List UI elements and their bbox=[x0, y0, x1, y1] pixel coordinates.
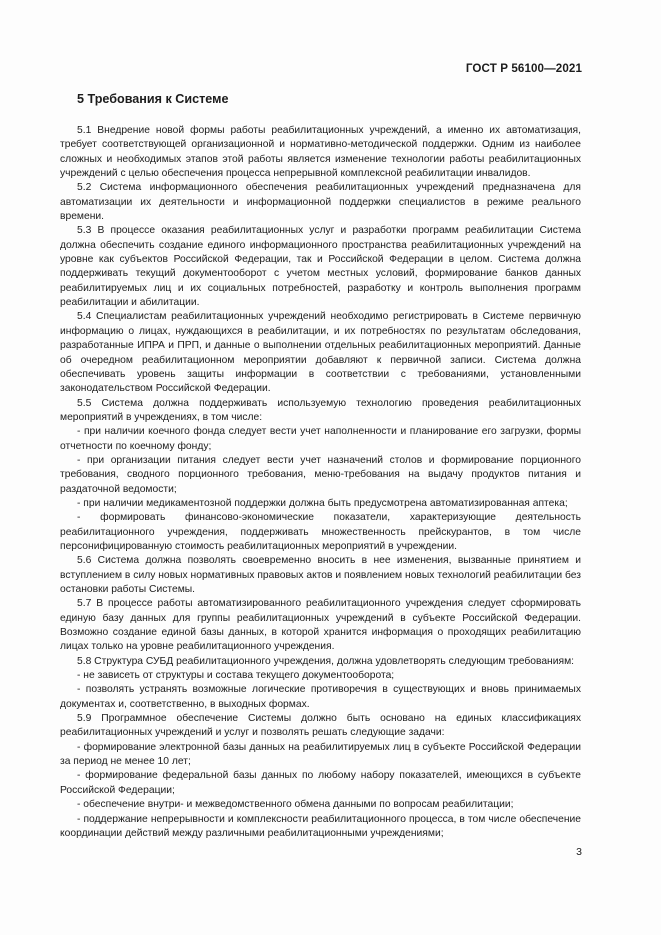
paragraph-5-5: 5.5 Система должна поддерживать используемую технологию проведения реабилитационных мероприятий в учреждениях, в том числе: bbox=[60, 397, 581, 423]
paragraph-5-4: 5.4 Специалистам реабилитационных учреждений необходимо регистрировать в Системе первичную информацию о лицах, нуждающихся в реабилитации, и их потребностях по результатам обследования, разработанные ИПРА и ПРП, и данные о выполнении отдельных реабилитационных мероприятий. Данные об очередном реабилитационном мероприятии добавляют к первичной записи. Система должна обеспечивать уровень защиты информации в соответствии с требованиями, установленными законодательством Российской Федерации. bbox=[60, 311, 581, 395]
paragraph-5-9: 5.9 Программное обеспечение Системы должно быть основано на единых классификациях реабилитационных учреждений и услуг и позволять решать следующие задачи: bbox=[60, 713, 581, 739]
list-item: - при наличии коечного фонда следует вести учет наполненности и планирование его загрузки, формы отчетности по коечному фонду; bbox=[60, 426, 581, 452]
list-item: - позволять устранять возможные логические противоречия в существующих и вновь принимаемых документах и, соответственно, в выходных формах. bbox=[60, 684, 581, 710]
list-item: - обеспечение внутри- и межведомственного обмена данными по вопросам реабилитации; bbox=[77, 799, 514, 811]
list-item: - при организации питания следует вести учет назначений столов и формирование порционного требования, сводного порционного требования, меню-требования на выдачу продуктов питания и раздаточной ведомости; bbox=[60, 454, 581, 495]
paragraph-5-2: 5.2 Система информационного обеспечения реабилитационных учреждений предназначена для автоматизации их деятельности и информационной поддержки специалистов в режиме реального времени. bbox=[60, 182, 581, 223]
paragraph-5-7: 5.7 В процессе работы автоматизированного реабилитационного учреждения следует сформировать единую базу данных для группы реабилитационных учреждений в субъекте Российской Федерации. Возможно создание единой базы данных, в которой хранится информация о проходящих реабилитацию лицах только на уровне реабилитационного учреждения. bbox=[60, 598, 581, 653]
list-item: - формировать финансово-экономические показатели, характеризующие деятельность реабилитационного учреждения, поддерживать множественность прейскурантов, в том числе персонифицированную стоимость реабилитационных мероприятий в учреждении. bbox=[60, 512, 581, 552]
paragraph-5-6: 5.6 Система должна позволять своевременно вносить в нее изменения, вызванные принятием и вступлением в силу новых нормативных правовых актов и появлением новых технологий реабилитации без остановки работы Системы. bbox=[60, 555, 581, 595]
list-item: - поддержание непрерывности и комплексности реабилитационного процесса, в том числе обеспечение координации действий между различными реабилитационными учреждениями; bbox=[60, 813, 581, 839]
list-item: - не зависеть от структуры и состава текущего документооборота; bbox=[77, 670, 395, 682]
page-header: ГОСТ Р 56100—2021 bbox=[465, 62, 582, 75]
list-item: - формирование федеральной базы данных по любому набору показателей, имеющихся в субъекте Российской Федерации; bbox=[60, 770, 581, 796]
paragraph-5-8: 5.8 Структура СУБД реабилитационного учреждения, должна удовлетворять следующим требованиям: bbox=[77, 655, 575, 667]
list-item: - при наличии медикаментозной поддержки должна быть предусмотрена автоматизированная аптека; bbox=[77, 497, 568, 509]
document-body bbox=[60, 124, 581, 841]
section-title: 5 Требования к Системе bbox=[77, 92, 229, 106]
paragraph-5-3: 5.3 В процессе оказания реабилитационных услуг и разработки программ реабилитации Система должна обеспечить создание единого информационного пространства реабилитационных учреждений на уровне как субъектов Российской Федерации, так и Российской Федерации в целом. Система должна поддерживать текущий документооборот с учетом местных условий, формирование банков данных реабилитируемых лиц и их социальных потребностей, разработку и контроль выполнения программ реабилитации и абилитации. bbox=[60, 225, 581, 309]
page-number: 3 bbox=[576, 846, 582, 858]
list-item: - формирование электронной базы данных на реабилитируемых лиц в субъекте Российской Федерации за период не менее 10 лет; bbox=[60, 741, 581, 768]
paragraph-5-1: 5.1 Внедрение новой формы работы реабилитационных учреждений, а именно их автоматизация, требует соответствующей организационной и нормативно-методической поддержки. Одним из наиболее сложных и необходимых этапов этой работы является изменение технологии работы реабилитационных учреждений с целью обеспечения процесса непрерывной комплексной реабилитации инвалидов. bbox=[60, 125, 581, 180]
